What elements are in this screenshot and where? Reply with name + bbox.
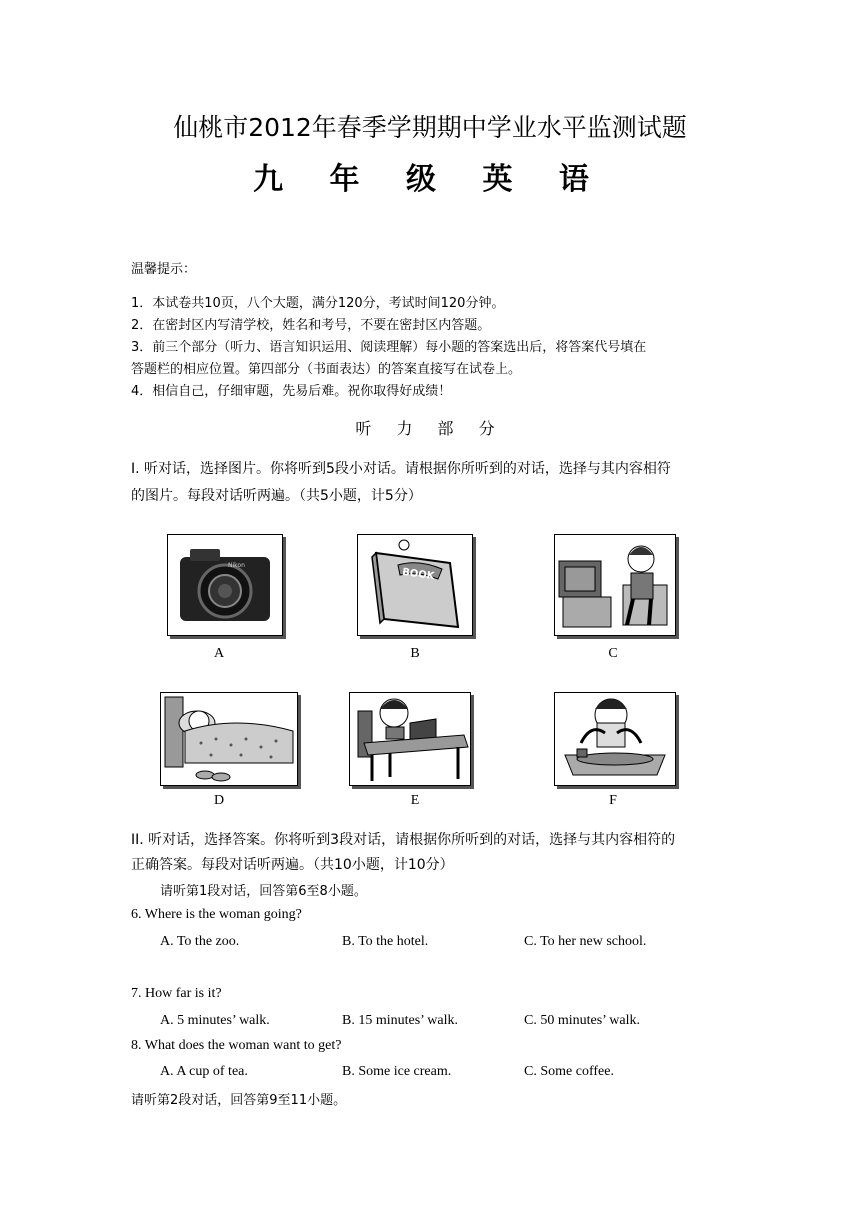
person-sick-in-bed-icon: [160, 692, 298, 786]
option-a: A. A cup of tea.: [160, 1064, 248, 1079]
book-icon: [357, 534, 473, 636]
svg-text:BOOK: BOOK: [401, 566, 436, 583]
exam-subject: 九 年 级 英 语: [253, 162, 607, 197]
part1-instruction-cont: 的图片。每段对话听两遍。（共5小题，计5分）: [131, 488, 422, 504]
part2-instruction: II. 听对话，选择答案。你将听到3段对话，请根据你所听到的对话，选择与其内容相符的: [131, 832, 676, 848]
tip-item: 2．在密封区内写清学校，姓名和考号，不要在密封区内答题。: [131, 318, 491, 333]
question-8: 8. What does the woman want to get?: [131, 1038, 342, 1053]
option-c: C. To her new school.: [524, 934, 647, 949]
image-label: D: [213, 793, 225, 808]
dialogue-instruction: 请听第2段对话，回答第9至11小题。: [131, 1093, 347, 1108]
exam-title: 仙桃市2012年春季学期期中学业水平监测试题: [173, 113, 687, 142]
option-b: B. 15 minutes’ walk.: [342, 1013, 459, 1028]
option-b: B. Some ice cream.: [342, 1064, 452, 1079]
tip-item: 答题栏的相应位置。第四部分（书面表达）的答案直接写在试卷上。: [131, 362, 522, 377]
image-label: A: [213, 646, 225, 661]
question-7: 7. How far is it?: [131, 986, 222, 1001]
section-title: 听 力 部 分: [355, 419, 505, 438]
tip-item: 4．相信自己，仔细审题，先易后难。祝你取得好成绩！: [131, 384, 452, 399]
image-label: E: [410, 793, 420, 808]
tip-item: 3．前三个部分（听力、语言知识运用、阅读理解）每小题的答案选出后，将答案代号填在: [131, 340, 647, 355]
image-label: F: [609, 793, 617, 808]
option-c: C. Some coffee.: [524, 1064, 614, 1079]
image-label: C: [608, 646, 618, 661]
part1-instruction: I. 听对话，选择图片。你将听到5段小对话。请根据你所听到的对话，选择与其内容相符: [131, 461, 671, 477]
option-c: C. 50 minutes’ walk.: [524, 1013, 641, 1028]
question-6: 6. Where is the woman going?: [131, 907, 302, 922]
option-a: A. 5 minutes’ walk.: [160, 1013, 270, 1028]
boy-watching-tv-icon: [554, 534, 676, 636]
part2-instruction-cont: 正确答案。每段对话听两遍。（共10小题，计10分）: [131, 857, 454, 873]
option-a: A. To the zoo.: [160, 934, 240, 949]
boy-reading-at-desk-icon: [349, 692, 471, 786]
tip-item: 1．本试卷共10页，八个大题，满分120分，考试时间120分钟。: [131, 296, 505, 311]
image-label: B: [410, 646, 420, 661]
boy-washing-face-icon: [554, 692, 676, 786]
svg-text:Nikon: Nikon: [228, 562, 245, 569]
camera-icon: [167, 534, 283, 636]
dialogue-instruction: 请听第1段对话，回答第6至8小题。: [160, 884, 367, 899]
option-b: B. To the hotel.: [342, 934, 429, 949]
tips-heading: 温馨提示：: [131, 262, 197, 277]
